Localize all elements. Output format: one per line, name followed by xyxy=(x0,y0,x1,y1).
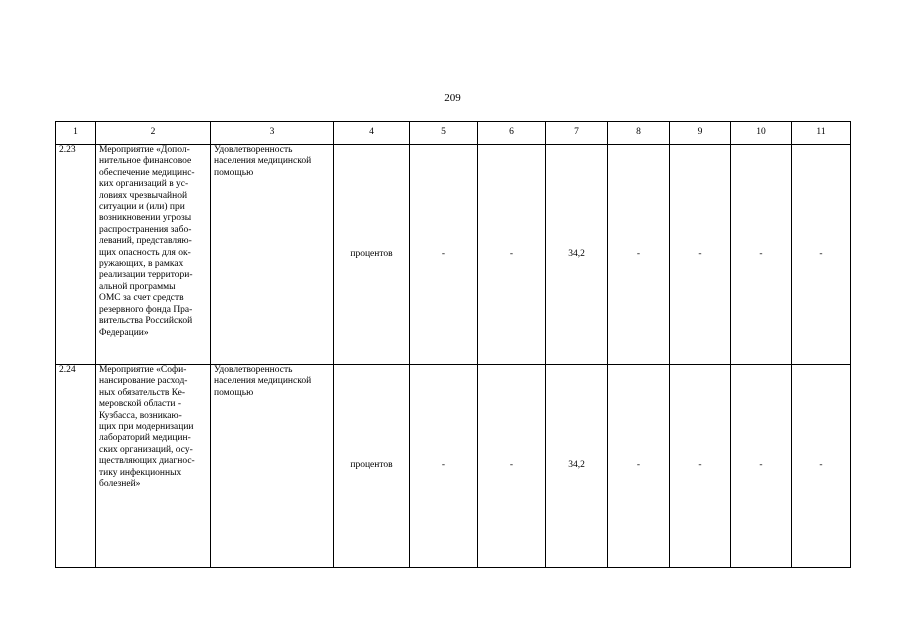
value-col-6: - xyxy=(478,365,546,568)
indicator-name: Удовлетворенность населения медицинской помощью xyxy=(211,365,334,568)
column-header-5: 5 xyxy=(410,122,478,145)
value-col-9: - xyxy=(670,145,731,365)
row-number: 2.23 xyxy=(56,145,96,365)
indicators-table xyxy=(55,121,851,568)
column-header-6: 6 xyxy=(478,122,546,145)
indicator-name: Удовлетворенность населения медицинской помощью xyxy=(211,145,334,365)
table-row xyxy=(56,145,851,365)
value-col-7: 34,2 xyxy=(546,145,608,365)
value-col-5: - xyxy=(410,365,478,568)
value-col-7: 34,2 xyxy=(546,365,608,568)
value-col-10: - xyxy=(731,365,792,568)
value-col-5: - xyxy=(410,145,478,365)
row-number: 2.24 xyxy=(56,365,96,568)
unit-cell: процентов xyxy=(334,365,410,568)
value-col-8: - xyxy=(608,145,670,365)
table-header-row xyxy=(56,122,851,145)
column-header-4: 4 xyxy=(334,122,410,145)
value-col-11: - xyxy=(792,145,851,365)
page-number: 209 xyxy=(444,92,461,104)
event-description: Мероприятие «Софи- нансирование расход- ных обязательств Ке- меровской области - Кузбасса, возникаю- щих при модернизации лабораторий медицин- ских организаций, осу- ществляющих диагнос- тику инфекционных болезней» xyxy=(96,365,211,568)
column-header-9: 9 xyxy=(670,122,731,145)
column-header-2: 2 xyxy=(96,122,211,145)
column-header-7: 7 xyxy=(546,122,608,145)
column-header-8: 8 xyxy=(608,122,670,145)
column-header-10: 10 xyxy=(731,122,792,145)
value-col-10: - xyxy=(731,145,792,365)
column-header-1: 1 xyxy=(56,122,96,145)
value-col-11: - xyxy=(792,365,851,568)
unit-cell: процентов xyxy=(334,145,410,365)
value-col-8: - xyxy=(608,365,670,568)
value-col-9: - xyxy=(670,365,731,568)
column-header-3: 3 xyxy=(211,122,334,145)
value-col-6: - xyxy=(478,145,546,365)
event-description: Мероприятие «Допол- нительное финансовое обеспечение медицинс- ких организаций в ус- ловиях чрезвычайной ситуации и (или) при возникновении угрозы распространения забо- леваний, представляю- щих опасность для ок- ружающих, в рамках реализации территори- альной программы ОМС за счет средств резервного фонда Пра- вительства Российской Федерации» xyxy=(96,145,211,365)
table-row xyxy=(56,365,851,568)
column-header-11: 11 xyxy=(792,122,851,145)
